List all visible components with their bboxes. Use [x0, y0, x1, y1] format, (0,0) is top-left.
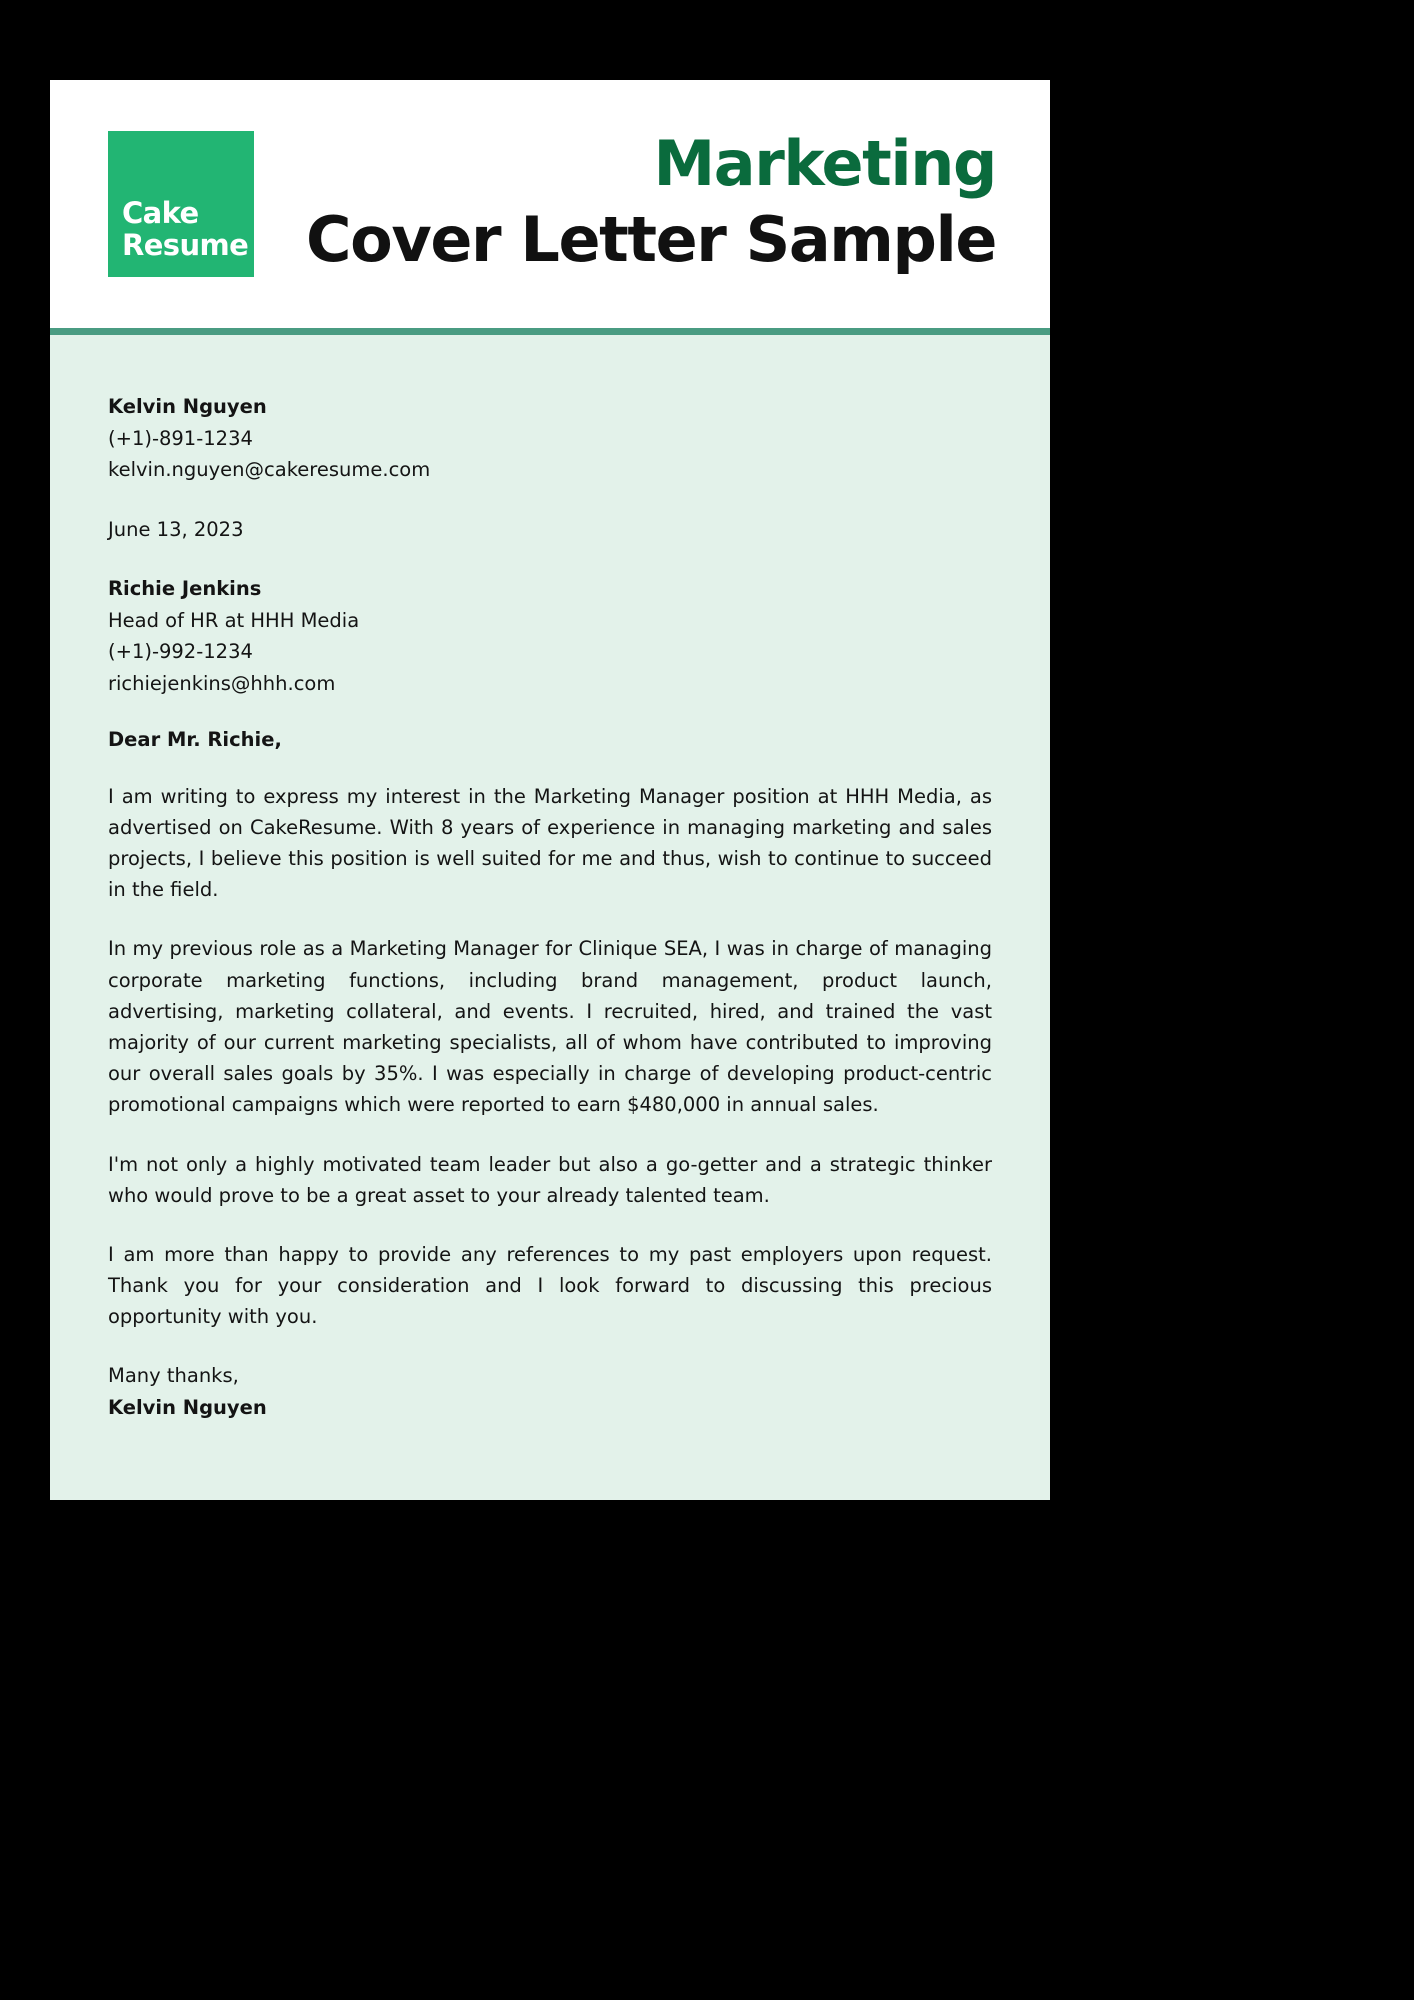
body-paragraph-2: In my previous role as a Marketing Manager for Clinique SEA, I was in charge of managing corporate marketing functions, including brand management, product launch, advertising, marketing collateral, and events. I recruited, hired, and trained the vast majority of our current marketing specialists, all of whom have contributed to improving our overall sales goals by 35%. I was especially in charge of developing product-centric promotional campaigns which were reported to earn $480,000 in annual sales. [108, 937, 992, 1117]
closing-phrase: Many thanks, [108, 1364, 239, 1388]
recipient-phone: (+1)-992-1234 [108, 640, 253, 664]
letter-body [50, 335, 1050, 1500]
closing-block [108, 1360, 992, 1423]
recipient-title: Head of HR at HHH Media [108, 608, 360, 632]
cover-letter-page [50, 80, 1050, 1500]
logo-text-line2: Resume [122, 227, 249, 262]
sender-phone: (+1)-891-1234 [108, 426, 253, 450]
recipient-email: richiejenkins@hhh.com [108, 672, 336, 696]
closing-signature-name: Kelvin Nguyen [108, 1396, 267, 1420]
page-title-secondary: Cover Letter Sample [306, 203, 996, 277]
body-paragraph-1: I am writing to express my interest in the Marketing Manager position at HHH Media, as advertised on CakeResume. With 8 years of experience in managing marketing and sales projects, I believe this position is well suited for me and thus, wish to continue to succeed in the field. [108, 784, 992, 902]
page-title-primary: Marketing [653, 127, 996, 201]
sender-name: Kelvin Nguyen [108, 395, 267, 418]
letter-date: June 13, 2023 [108, 517, 244, 541]
recipient-name: Richie Jenkins [108, 577, 262, 601]
sender-email: kelvin.nguyen@cakeresume.com [108, 458, 431, 482]
date-block [108, 514, 992, 546]
header-title-block [254, 127, 1002, 277]
letter-header [50, 80, 1050, 328]
recipient-block [108, 573, 992, 699]
sender-block [108, 391, 992, 486]
header-divider [50, 328, 1050, 335]
body-paragraph-3: I'm not only a highly motivated team leader but also a go-getter and a strategic thinker who would prove to be a great asset to your already talented team. [108, 1152, 992, 1207]
body-paragraph-4: I am more than happy to provide any references to my past employers upon request. Thank you for your consideration and I look forward to discussing this precious opportunity with you. [108, 1242, 992, 1329]
salutation: Dear Mr. Richie, [108, 727, 282, 751]
cakeresume-logo [108, 131, 254, 277]
logo-text-line1: Cake [122, 196, 199, 231]
